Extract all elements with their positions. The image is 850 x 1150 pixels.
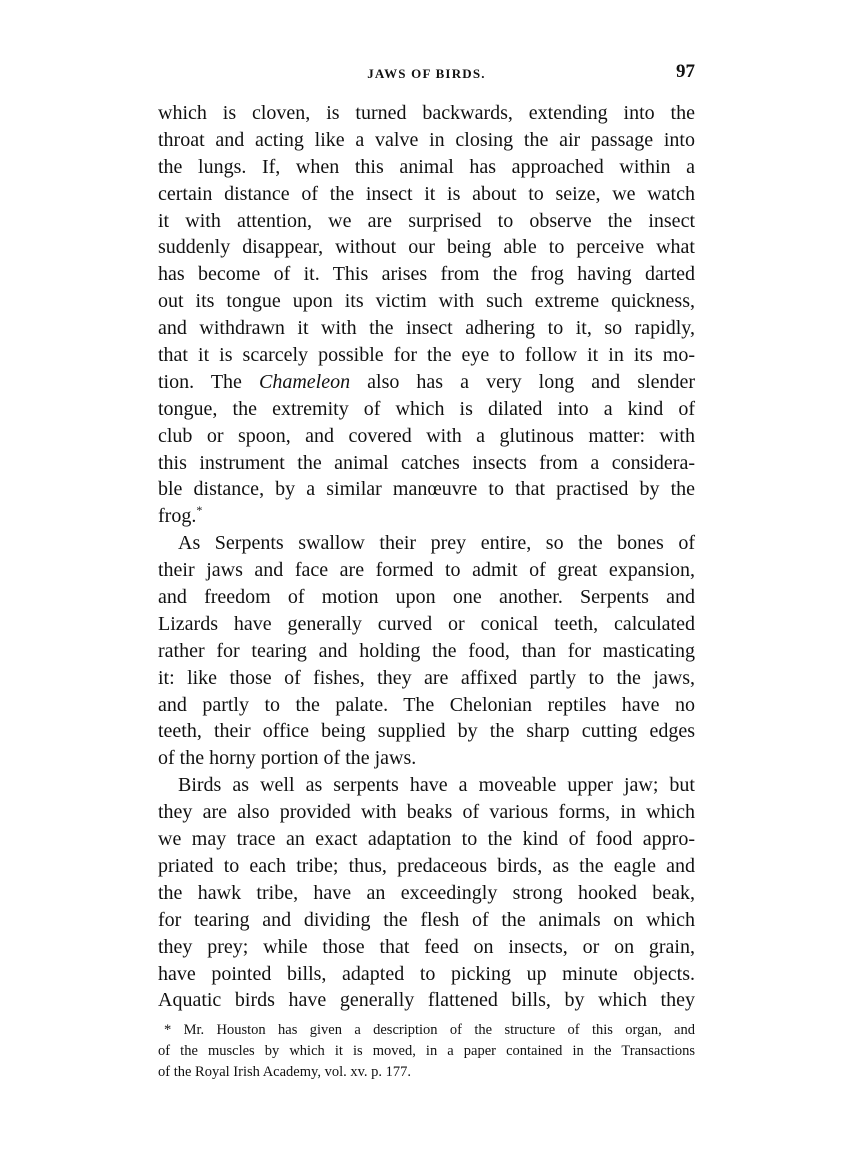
footnote-line: of the muscles by which it is moved, in a paper contained in the Transactions [158,1043,695,1059]
text-line: that it is scarcely possible for the eye to follow it in its mo- [158,344,695,367]
text-line: have pointed bills, adapted to picking up minute objects. [158,962,695,985]
text-line: tongue, the extremity of which is dilated into a kind of [158,397,695,420]
text-line: Birds as well as serpents have a moveable upper jaw; but [178,774,695,797]
text-line: it: like those of fishes, they are affixed partly to the jaws, [158,666,695,689]
text-line: teeth, their office being supplied by the sharp cutting edges [158,720,695,743]
text-line: has become of it. This arises from the frog having darted [158,263,695,286]
text-line: priated to each tribe; thus, predaceous birds, as the eagle and [158,854,695,877]
text-line: and withdrawn it with the insect adhering to it, so rapidly, [158,317,695,340]
text-line [158,503,695,530]
text-line [158,369,695,396]
text-line: club or spoon, and covered with a glutinous matter: with [158,424,695,447]
footnote-marker: * [196,503,203,518]
text-line: throat and acting like a valve in closing the air passage into [158,128,695,151]
text-line: and partly to the palate. The Chelonian reptiles have no [158,693,695,716]
page-number: 97 [676,61,695,82]
text-line: and freedom of motion upon one another. Serpents and [158,586,695,609]
text-line: the lungs. If, when this animal has approached within a [158,155,695,178]
text-line: which is cloven, is turned backwards, extending into the [158,102,695,124]
text-fragment: frog. [158,505,197,528]
text-line: it with attention, we are surprised to observe the insect [158,209,695,232]
running-head [158,58,695,88]
text-line: for tearing and dividing the flesh of the animals on which [158,908,695,931]
footnote-line: * Mr. Houston has given a description of the structure of this organ, and [164,1022,695,1038]
text-line: they are also provided with beaks of various forms, in which [158,801,695,824]
text-line: rather for tearing and holding the food, than for masticating [158,639,695,662]
text-fragment: tion. The [158,370,259,393]
text-fragment: also has a very long and slender [350,370,695,393]
text-line: As Serpents swallow their prey entire, so the bones of [178,532,695,555]
text-line: Lizards have generally curved or conical teeth, calculated [158,612,695,635]
text-line: we may trace an exact adaptation to the kind of food appro- [158,828,695,851]
text-line: out its tongue upon its victim with such extreme quickness, [158,290,695,313]
text-line: their jaws and face are formed to admit of great expansion, [158,559,695,582]
text-line: certain distance of the insect it is about to seize, we watch [158,182,695,205]
text-line: of the horny portion of the jaws. [158,747,417,770]
body-text [158,100,695,1014]
footnote [158,1020,695,1083]
text-line: suddenly disappear, without our being able to perceive what [158,236,695,259]
text-line: ble distance, by a similar manœuvre to that practised by the [158,478,695,501]
text-line: they prey; while those that feed on insects, or on grain, [158,935,695,958]
italic-term: Chameleon [258,370,351,393]
text-line: Aquatic birds have generally flattened bills, by which they [158,989,695,1012]
text-line: the hawk tribe, have an exceedingly strong hooked beak, [158,881,695,904]
footnote-line: of the Royal Irish Academy, vol. xv. p. 177. [158,1064,412,1080]
text-line: this instrument the animal catches insects from a considera- [158,451,695,474]
running-title: JAWS OF BIRDS. [367,66,486,81]
